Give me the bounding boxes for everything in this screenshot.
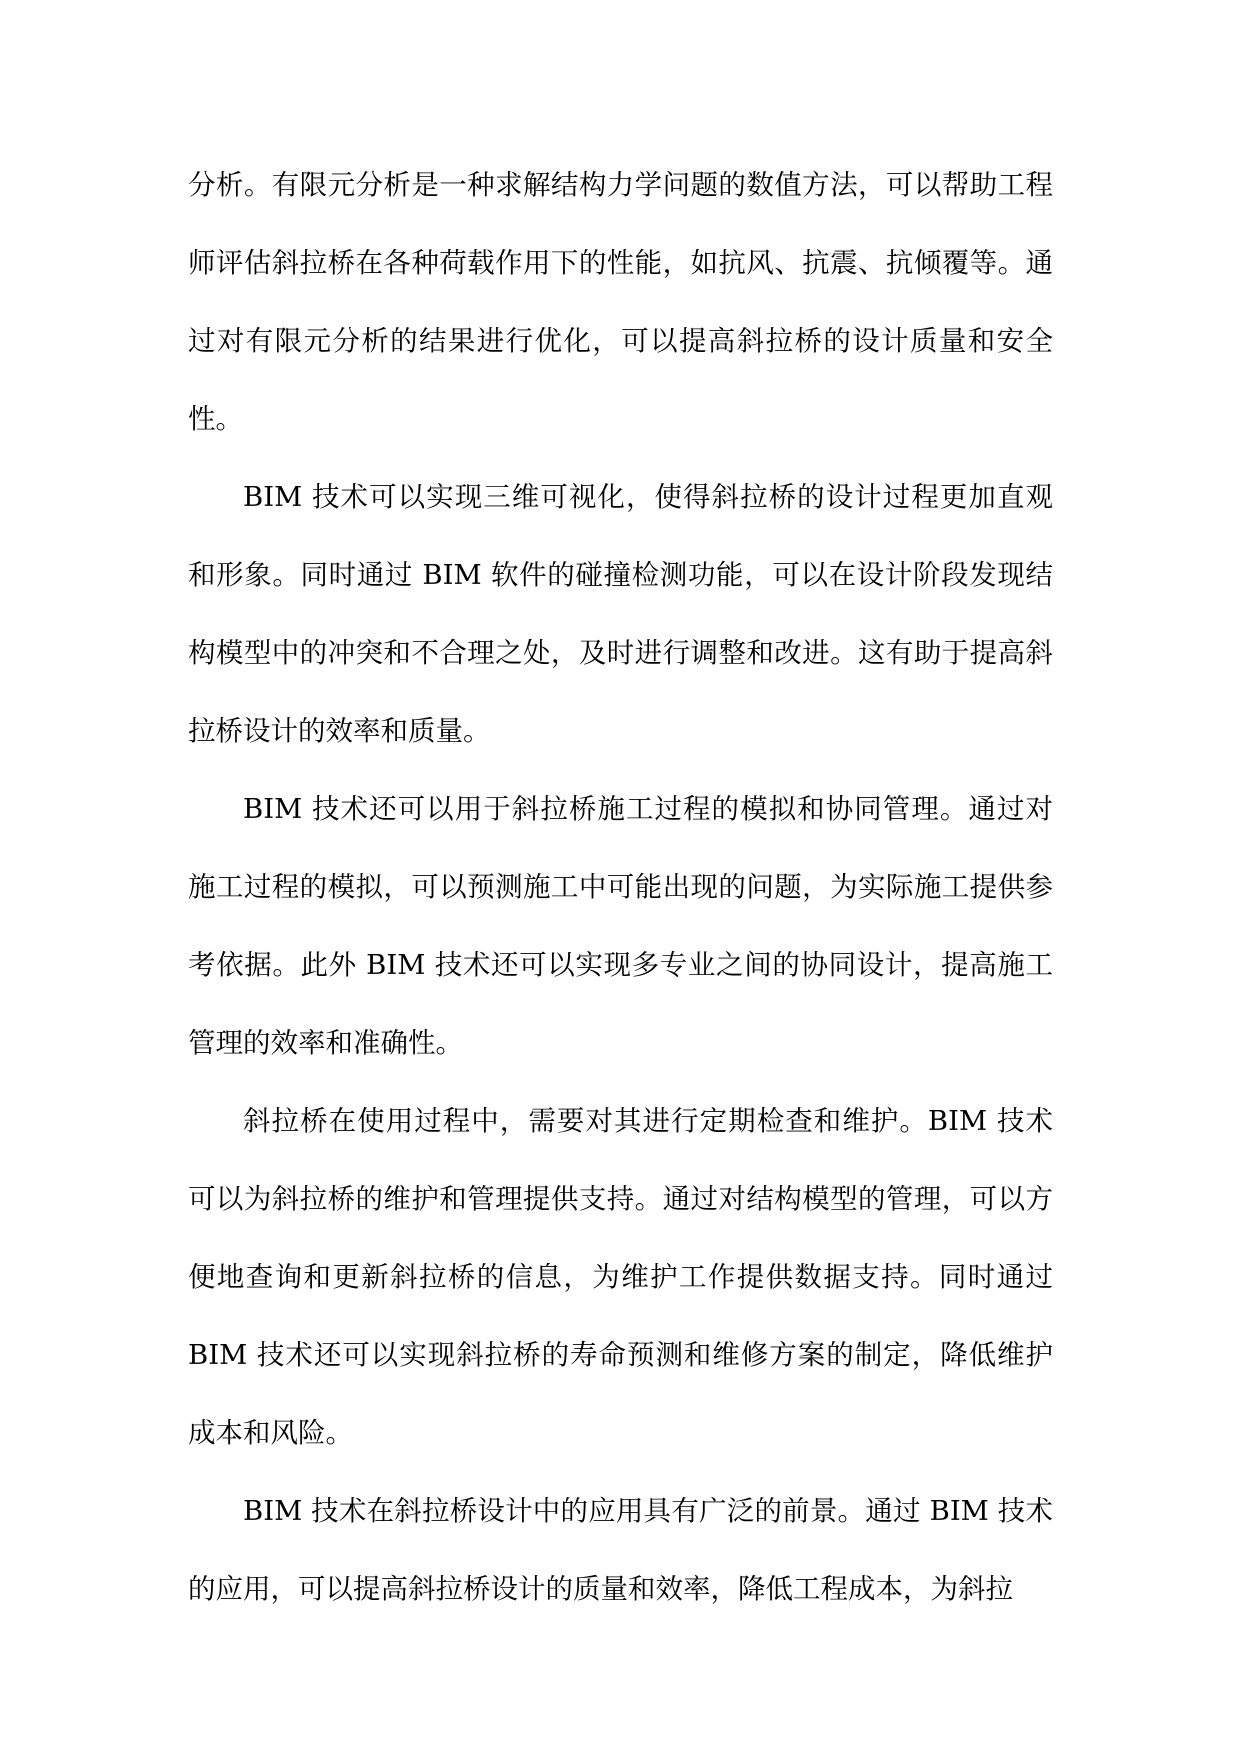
paragraph-maintenance: 斜拉桥在使用过程中，需要对其进行定期检查和维护。BIM 技术可以为斜拉桥的维护和管理提供支持。通过对结构模型的管理，可以方便地查询和更新斜拉桥的信息，为维护工作提供数据支持。同时通过 BIM 技术还可以实现斜拉桥的寿命预测和维修方案的制定，降低维护成本和风险。: [188, 1105, 1053, 1449]
paragraph-construction-simulation: BIM 技术还可以用于斜拉桥施工过程的模拟和协同管理。通过对施工过程的模拟，可以预测施工中可能出现的问题，为实际施工提供参考依据。此外 BIM 技术还可以实现多专业之间的协同设计，提高施工管理的效率和准确性。: [188, 793, 1053, 1059]
paragraph-prospects: BIM 技术在斜拉桥设计中的应用具有广泛的前景。通过 BIM 技术的应用，可以提高斜拉桥设计的质量和效率，降低工程成本，为斜拉: [188, 1495, 1053, 1605]
paragraph-fea-continuation: 分析。有限元分析是一种求解结构力学问题的数值方法，可以帮助工程师评估斜拉桥在各种荷载作用下的性能，如抗风、抗震、抗倾覆等。通过对有限元分析的结果进行优化，可以提高斜拉桥的设计质量和安全性。: [188, 169, 1053, 435]
paragraph-3d-visualization: BIM 技术可以实现三维可视化，使得斜拉桥的设计过程更加直观和形象。同时通过 BIM 软件的碰撞检测功能，可以在设计阶段发现结构模型中的冲突和不合理之处，及时进行调整和改进。这有助于提高斜拉桥设计的效率和质量。: [188, 481, 1053, 747]
body-text: [188, 146, 1053, 1628]
